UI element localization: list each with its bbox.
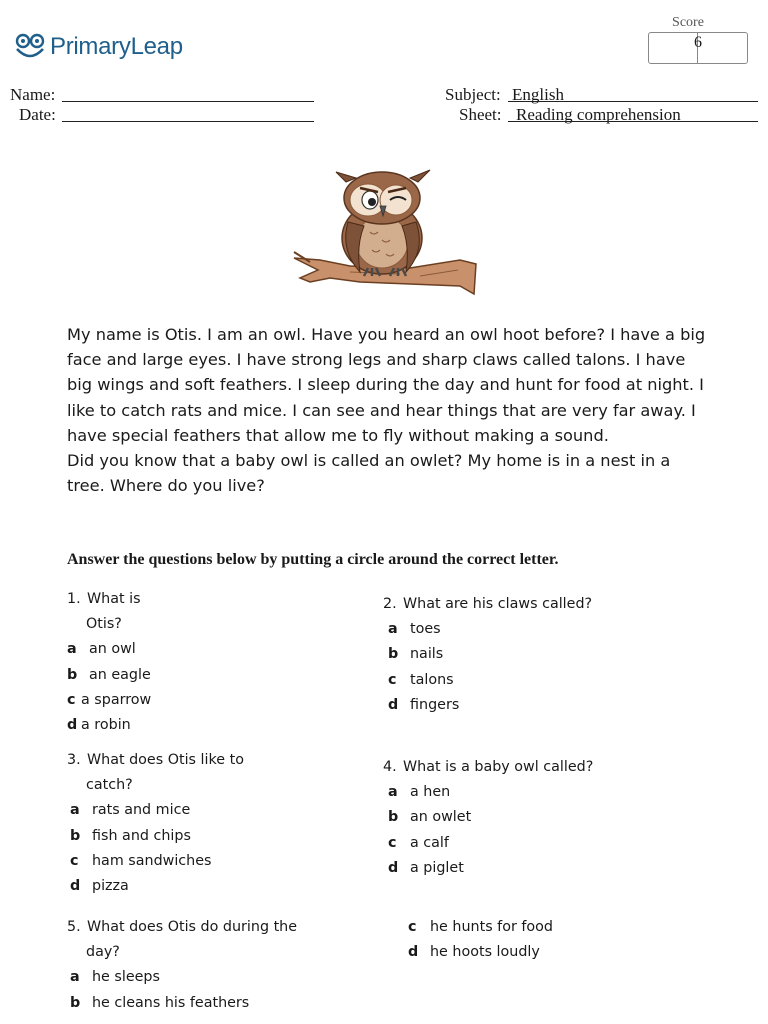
option-c[interactable]: c ham sandwiches bbox=[70, 852, 212, 869]
brand-name: PrimaryLeap bbox=[50, 33, 183, 60]
option-a[interactable]: a a hen bbox=[388, 784, 451, 801]
question-3 bbox=[67, 748, 244, 899]
option-d[interactable]: d a robin bbox=[67, 717, 131, 734]
question-5-continued bbox=[408, 915, 553, 965]
option-c[interactable]: c a sparrow bbox=[67, 691, 152, 708]
question-4 bbox=[383, 755, 593, 881]
option-a[interactable]: a he sleeps bbox=[70, 969, 160, 986]
question-5 bbox=[67, 915, 297, 1016]
question-text: What is bbox=[87, 591, 141, 607]
option-c[interactable]: c a calf bbox=[388, 834, 449, 851]
option-b[interactable]: b an eagle bbox=[67, 666, 151, 683]
option-b[interactable]: b fish and chips bbox=[70, 827, 191, 844]
name-field-line[interactable] bbox=[62, 101, 314, 102]
option-d[interactable]: d he hoots loudly bbox=[408, 944, 540, 961]
question-text: What are his claws called? bbox=[403, 596, 593, 612]
primaryleap-logo bbox=[14, 33, 183, 61]
subject-value: English bbox=[512, 85, 564, 104]
option-a[interactable]: a toes bbox=[388, 621, 441, 638]
subject-label: Subject: bbox=[445, 85, 501, 104]
frog-icon bbox=[14, 33, 46, 61]
option-d[interactable]: d a piglet bbox=[388, 859, 464, 876]
option-c[interactable]: c he hunts for food bbox=[408, 919, 553, 935]
question-text-continued: catch? bbox=[86, 777, 133, 794]
owl-on-branch-illustration bbox=[290, 160, 480, 300]
option-b[interactable]: b he cleans his feathers bbox=[70, 994, 250, 1011]
question-text-continued: Otis? bbox=[86, 616, 122, 633]
question-2 bbox=[383, 592, 592, 718]
option-b[interactable]: b nails bbox=[388, 646, 444, 663]
question-text: What does Otis do during the bbox=[87, 919, 298, 935]
question-text: What does Otis like to bbox=[87, 752, 244, 768]
question-1 bbox=[67, 587, 151, 738]
sheet-label: Sheet: bbox=[459, 105, 502, 124]
option-c[interactable]: c talons bbox=[388, 671, 454, 688]
subject-field-line bbox=[508, 101, 758, 102]
story-paragraph-2: Did you know that a baby owl is called an owlet? My home is in a nest in a tree. Where do you live? bbox=[67, 451, 671, 496]
score-label: Score bbox=[672, 15, 704, 30]
date-label: Date: bbox=[19, 105, 56, 124]
option-b[interactable]: b an owlet bbox=[388, 809, 472, 826]
question-number: 4. bbox=[383, 759, 397, 775]
name-label: Name: bbox=[10, 85, 56, 104]
option-a[interactable]: a rats and mice bbox=[70, 802, 191, 819]
instruction-text: Answer the questions below by putting a circle around the correct letter. bbox=[67, 551, 559, 568]
score-value: 6 bbox=[694, 34, 702, 51]
sheet-field-line bbox=[508, 121, 758, 122]
reading-passage bbox=[67, 322, 707, 498]
question-number: 2. bbox=[383, 596, 397, 612]
option-d[interactable]: d pizza bbox=[70, 878, 129, 895]
date-field-line[interactable] bbox=[62, 121, 314, 122]
option-a[interactable]: a an owl bbox=[67, 641, 136, 658]
question-text-continued: day? bbox=[86, 944, 120, 961]
story-paragraph-1: My name is Otis. I am an owl. Have you heard an owl hoot before? I have a big face and large eyes. I have strong legs and sharp claws called talons. I have big wings and soft feathers. I sleep during the day and hunt for food at night. I like to catch rats and mice. I can see and hear things that are very far away. I have special feathers that allow me to fly without making a sound. bbox=[67, 325, 706, 445]
sheet-value: Reading comprehension bbox=[516, 105, 681, 124]
question-number: 3. bbox=[67, 752, 81, 768]
option-d[interactable]: d fingers bbox=[388, 696, 460, 713]
question-text: What is a baby owl called? bbox=[403, 759, 594, 775]
question-number: 5. bbox=[67, 919, 81, 935]
question-number: 1. bbox=[67, 591, 81, 607]
